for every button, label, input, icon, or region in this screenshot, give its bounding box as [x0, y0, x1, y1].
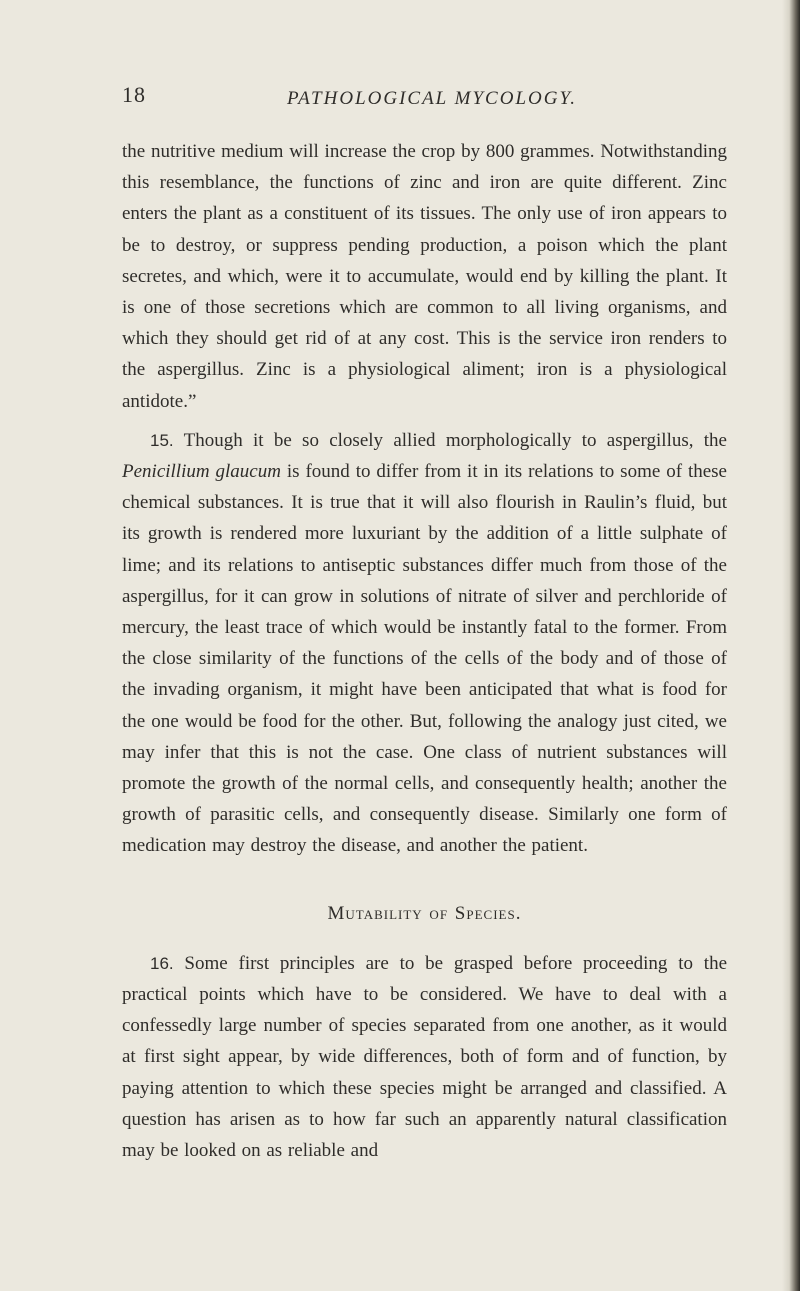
paragraph-text: Though it be so closely allied morphologically to aspergillus, the: [173, 429, 727, 451]
page-number: 18: [122, 82, 146, 107]
paragraph-text: is found to differ from it in its relations to some of these chemical substances. It is true that it will also flourish in Raulin’s fluid, but its growth is rendered more luxuriant by the addition of a little sulphate of lime; and its relations to antiseptic substances differ much from those of the aspergillus, for it can grow in solutions of nitrate of silver and perchloride of mercury, the least trace of which would be instantly fatal to the former. From the close similarity of the functions of the cells of the body and of those of the invading organism, it might have been anticipated that what is food for the one would be food for the other. But, following the analogy just cited, we may infer that this is not the case. One class of nutrient substances will promote the growth of the normal cells, and consequently health; another the growth of parasitic cells, and consequently disease. Similarly one form of medication may destroy the disease, and another the patient.: [122, 461, 727, 857]
page-edge-shadow: [782, 0, 800, 1291]
section-heading: Mutability of Species.: [327, 902, 522, 924]
page-header: [122, 82, 762, 122]
running-head: PATHOLOGICAL MYCOLOGY.: [287, 88, 578, 109]
paragraph-continuation: the nutritive medium will increase the crop by 800 grammes. Notwithstanding this resemblance, the functions of zinc and iron are quite different. Zinc enters the plant as a constituent of its tissues. The only use of iron appears to be to destroy, or suppress pending production, a poison which the plant secretes, and which, were it to accumulate, would end by killing the plant. It is one of those secretions which are common to all living organisms, and which they should get rid of at any cost. This is the service iron renders to the aspergillus. Zinc is a physiological aliment; iron is a physiological antidote.”: [122, 141, 727, 412]
paragraph-16: [122, 948, 727, 1166]
paragraph-number: 15.: [150, 430, 174, 450]
paragraph-text: Some first principles are to be grasped before proceeding to the practical points which have to be considered. We have to deal with a confessedly large number of species separated from one another, as it would at first sight appear, by wide differences, both of form and of function, by paying attention to which these species might be arranged and classified. A question has arisen as to how far such an apparently natural classification may be looked on as reliable and: [122, 952, 727, 1162]
species-name: Penicillium glaucum: [122, 461, 281, 483]
paragraph-15: [122, 425, 727, 862]
body-text: [122, 136, 727, 1166]
paragraph-number: 16.: [150, 953, 174, 973]
